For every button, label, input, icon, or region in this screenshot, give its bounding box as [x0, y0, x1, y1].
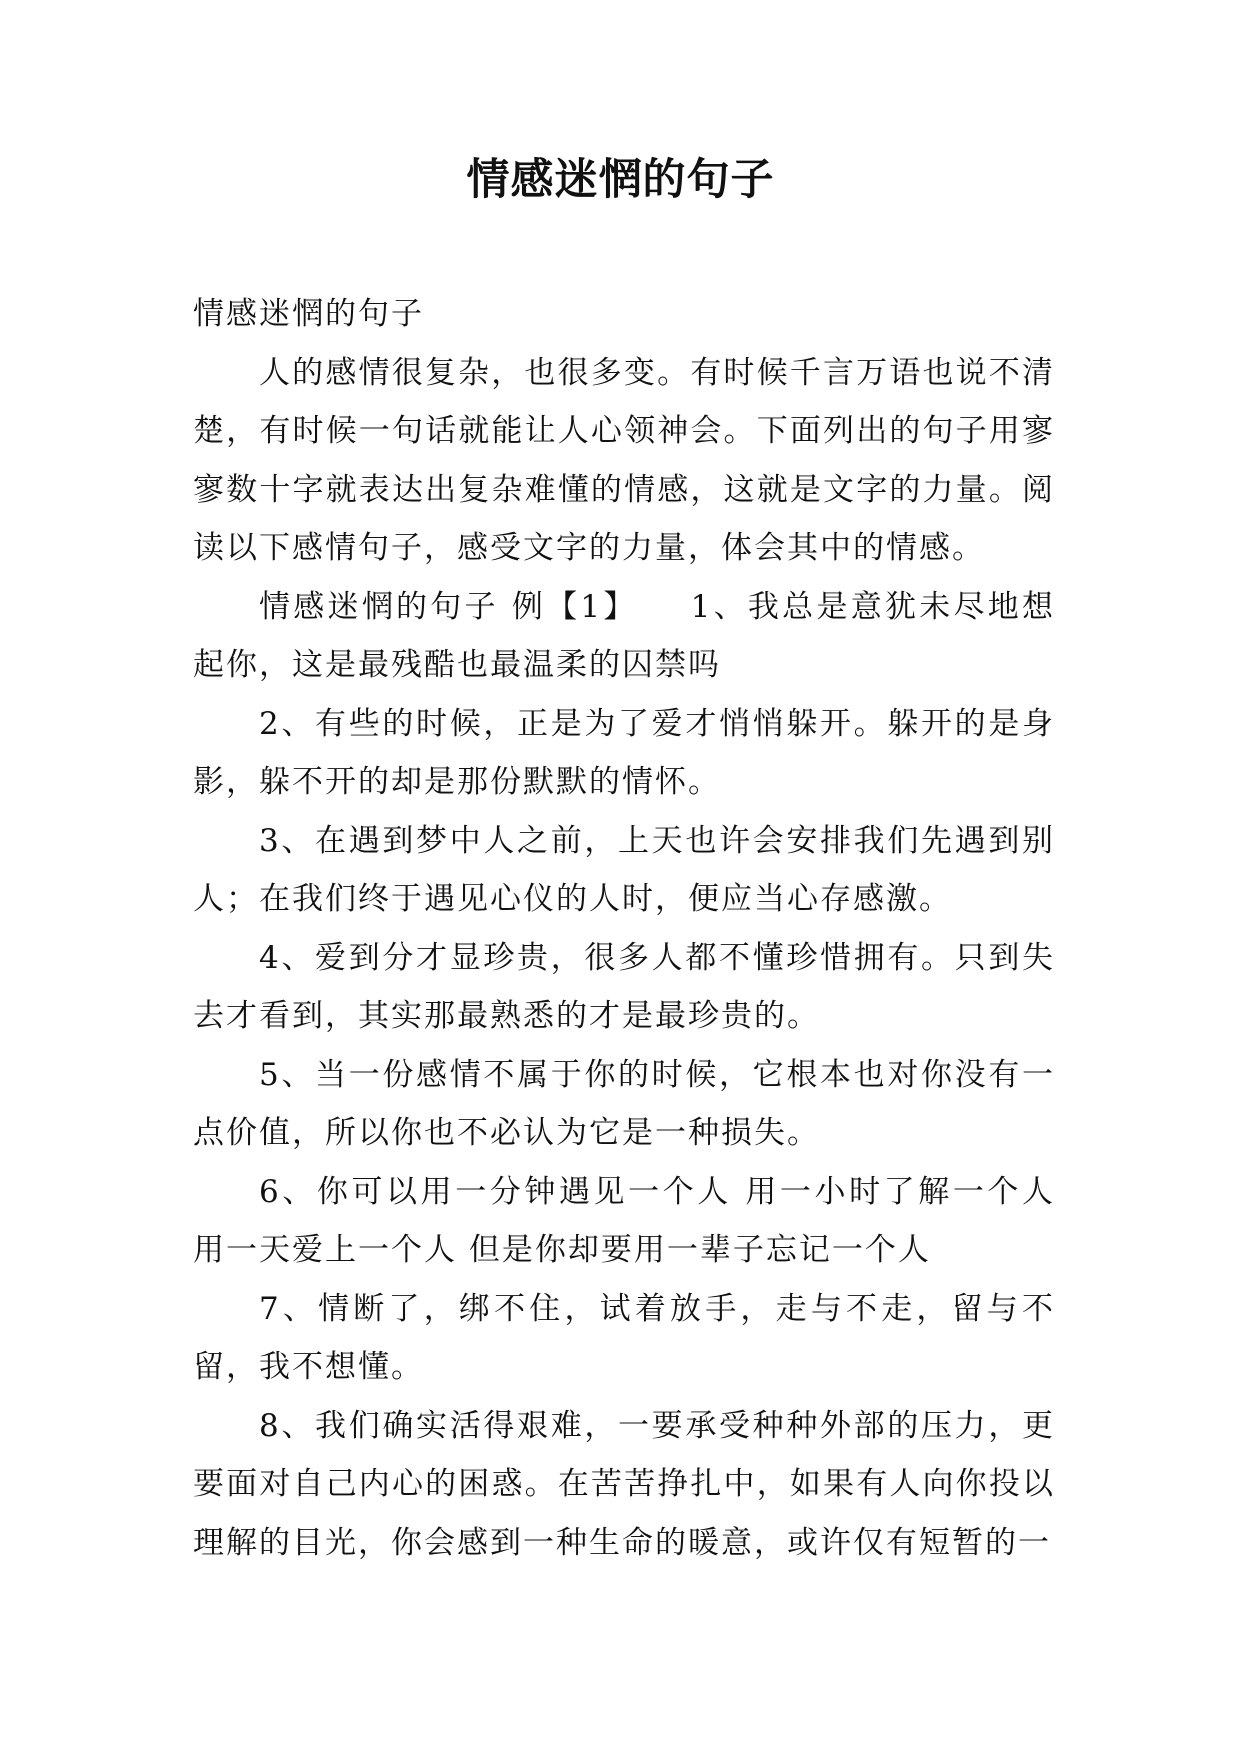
sentence-6-paragraph: 6、你可以用一分钟遇见一个人 用一小时了解一个人 用一天爱上一个人 但是你却要用一辈子忘记一个人 — [193, 1173, 1055, 1268]
document-title: 情感迷惘的句子 — [466, 155, 775, 205]
document-body — [193, 285, 1055, 1572]
example-1-paragraph: 情感迷惘的句子 例【1】 1、我总是意犹未尽地想起你，这是最残酷也最温柔的囚禁吗 — [193, 588, 1055, 683]
intro-paragraph: 人的感情很复杂，也很多变。有时候千言万语也说不清楚，有时候一句话就能让人心领神会。下面列出的句子用寥寥数十字就表达出复杂难懂的情感，这就是文字的力量。阅读以下感情句子，感受文字的力量，体会其中的情感。 — [193, 354, 1055, 566]
subtitle-line: 情感迷惘的句子 — [193, 296, 424, 332]
sentence-2-paragraph: 2、有些的时候，正是为了爱才悄悄躲开。躲开的是身影，躲不开的却是那份默默的情怀。 — [193, 705, 1055, 800]
sentence-7-paragraph: 7、情断了，绑不住，试着放手，走与不走，留与不留，我不想懂。 — [193, 1290, 1055, 1385]
sentence-3-paragraph: 3、在遇到梦中人之前，上天也许会安排我们先遇到别人；在我们终于遇见心仪的人时，便应当心存感激。 — [193, 822, 1055, 917]
sentence-5-paragraph: 5、当一份感情不属于你的时候，它根本也对你没有一点价值，所以你也不必认为它是一种损失。 — [193, 1056, 1055, 1151]
sentence-8-paragraph: 8、我们确实活得艰难，一要承受种种外部的压力，更要面对自己内心的困惑。在苦苦挣扎中，如果有人向你投以理解的目光，你会感到一种生命的暖意，或许仅有短暂的一 — [193, 1407, 1055, 1561]
sentence-4-paragraph: 4、爱到分才显珍贵，很多人都不懂珍惜拥有。只到失去才看到，其实那最熟悉的才是最珍贵的。 — [193, 939, 1055, 1034]
